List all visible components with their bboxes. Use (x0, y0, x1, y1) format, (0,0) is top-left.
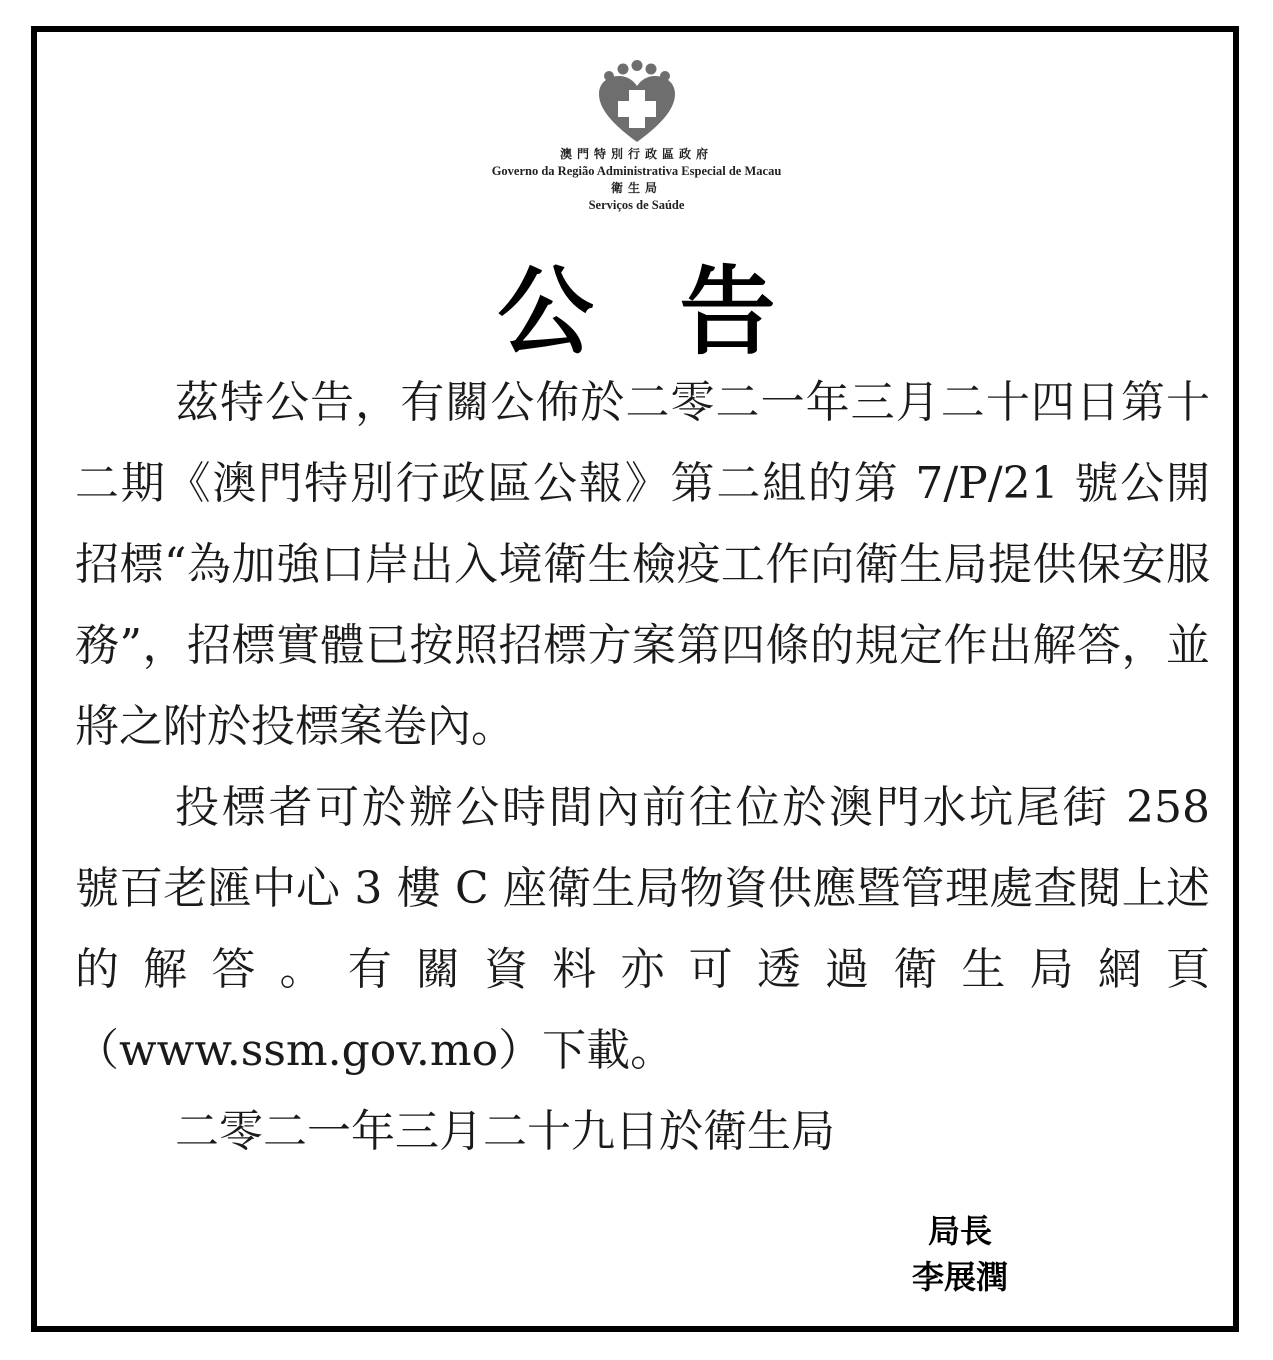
notice-body (75, 362, 1210, 1172)
notice-date-line: 二零二一年三月二十九日於衛生局 (175, 1106, 835, 1157)
signature-title: 局長 (927, 1212, 992, 1250)
org-name-chinese: 澳門特別行政區政府 (559, 147, 713, 161)
dept-name-portuguese: Serviços de Saúde (588, 198, 685, 212)
header-block (0, 60, 1273, 214)
dept-name-chinese: 衛生局 (610, 181, 662, 195)
signature-block (880, 1208, 1040, 1300)
notice-paragraph-2: 投標者可於辦公時間內前往位於澳門水坑尾街 258 號百老匯中心 3 樓 C 座衛生局物資供應暨管理處查閱上述的解答。有關資料亦可透過衛生局網頁（www.ssm.gov.mo）下載。 (75, 782, 1210, 1076)
health-bureau-logo-icon (595, 60, 679, 146)
signature-name: 李展潤 (911, 1258, 1008, 1296)
notice-paragraph-1: 茲特公告，有關公佈於二零二一年三月二十四日第十二期《澳門特別行政區公報》第二組的第 7/P/21 號公開招標“為加強口岸出入境衛生檢疫工作向衛生局提供保安服務”，招標實體已按照招標方案第四條的規定作出解答，並將之附於投標案卷內。 (75, 377, 1210, 752)
notice-title: 公告 (497, 256, 862, 368)
org-name-portuguese: Governo da Região Administrativa Especial de Macau (491, 164, 782, 178)
